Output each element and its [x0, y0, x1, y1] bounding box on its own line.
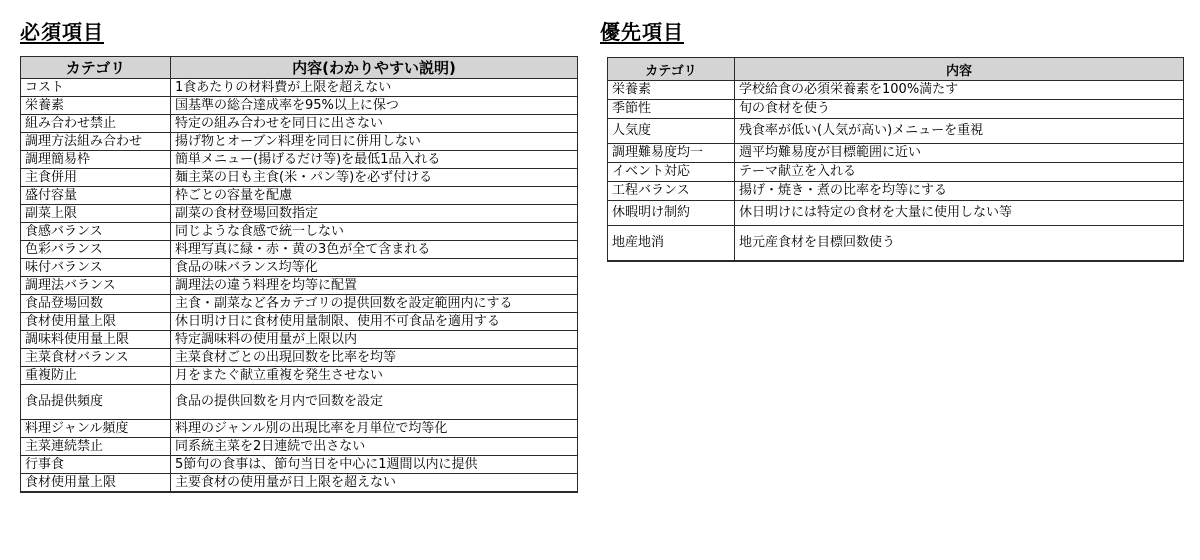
- table-row: [21, 295, 578, 313]
- category-cell: 栄養素: [608, 81, 735, 100]
- content-cell: 国基準の総合達成率を95%以上に保つ: [171, 97, 578, 115]
- category-cell: 食材使用量上限: [21, 313, 171, 331]
- table-row: [21, 331, 578, 349]
- content-cell: 5節句の食事は、節句当日を中心に1週間以内に提供: [171, 456, 578, 474]
- table-row: [21, 277, 578, 295]
- table-row: [21, 313, 578, 331]
- table-row: [21, 115, 578, 133]
- category-cell: 副菜上限: [21, 205, 171, 223]
- table-row: [608, 201, 1184, 226]
- table-row: [21, 420, 578, 438]
- table-row: [21, 349, 578, 367]
- content-cell: 特定の組み合わせを同日に出さない: [171, 115, 578, 133]
- content-cell: 地元産食材を目標回数使う: [735, 226, 1184, 262]
- table-row: [608, 163, 1184, 182]
- category-cell: 食品登場回数: [21, 295, 171, 313]
- category-cell: 主菜食材バランス: [21, 349, 171, 367]
- category-cell: 工程バランス: [608, 182, 735, 201]
- content-cell: 週平均難易度が目標範囲に近い: [735, 144, 1184, 163]
- content-cell: 休日明け日に食材使用量制限、使用不可食品を適用する: [171, 313, 578, 331]
- category-cell: 調理難易度均一: [608, 144, 735, 163]
- content-cell: 食品の提供回数を月内で回数を設定: [171, 385, 578, 420]
- category-cell: 色彩バランス: [21, 241, 171, 259]
- table-row: [21, 151, 578, 169]
- category-cell: 主食併用: [21, 169, 171, 187]
- content-cell: 1食あたりの材料費が上限を超えない: [171, 79, 578, 97]
- table-row: [21, 385, 578, 420]
- table-row: [21, 133, 578, 151]
- table-row: [21, 438, 578, 456]
- content-cell: 休日明けには特定の食材を大量に使用しない等: [735, 201, 1184, 226]
- table-row: [608, 119, 1184, 144]
- category-cell: 主菜連続禁止: [21, 438, 171, 456]
- content-cell: 同系統主菜を2日連続で出さない: [171, 438, 578, 456]
- category-cell: コスト: [21, 79, 171, 97]
- content-cell: 料理写真に緑・赤・黄の3色が全て含まれる: [171, 241, 578, 259]
- table-row: [608, 100, 1184, 119]
- content-cell: 旬の食材を使う: [735, 100, 1184, 119]
- table-row: [21, 456, 578, 474]
- table-row: [608, 144, 1184, 163]
- table-row: [21, 259, 578, 277]
- category-cell: 調味料使用量上限: [21, 331, 171, 349]
- category-cell: 季節性: [608, 100, 735, 119]
- header-content: 内容(わかりやすい説明): [171, 57, 578, 79]
- content-cell: 食品の味バランス均等化: [171, 259, 578, 277]
- content-cell: 揚げ・焼き・煮の比率を均等にする: [735, 182, 1184, 201]
- category-cell: イベント対応: [608, 163, 735, 182]
- category-cell: 調理簡易枠: [21, 151, 171, 169]
- content-cell: 枠ごとの容量を配慮: [171, 187, 578, 205]
- content-cell: 残食率が低い(人気が高い)メニューを重視: [735, 119, 1184, 144]
- table-row: [21, 79, 578, 97]
- table-row: [608, 81, 1184, 100]
- content-cell: 麺主菜の日も主食(米・パン等)を必ず付ける: [171, 169, 578, 187]
- table-row: [21, 367, 578, 385]
- table-row: [21, 223, 578, 241]
- category-cell: 地産地消: [608, 226, 735, 262]
- category-cell: 重複防止: [21, 367, 171, 385]
- category-cell: 食感バランス: [21, 223, 171, 241]
- content-cell: 副菜の食材登場回数指定: [171, 205, 578, 223]
- category-cell: 行事食: [21, 456, 171, 474]
- content-cell: 主菜食材ごとの出現回数を比率を均等: [171, 349, 578, 367]
- table-row: [21, 187, 578, 205]
- category-cell: 食材使用量上限: [21, 474, 171, 493]
- category-cell: 味付バランス: [21, 259, 171, 277]
- content-cell: テーマ献立を入れる: [735, 163, 1184, 182]
- content-cell: 主要食材の使用量が日上限を超えない: [171, 474, 578, 493]
- required-items-table: [20, 56, 578, 493]
- table-row: [21, 97, 578, 115]
- table-row: [21, 474, 578, 493]
- category-cell: 食品提供頻度: [21, 385, 171, 420]
- table-row: [21, 205, 578, 223]
- category-cell: 調理法バランス: [21, 277, 171, 295]
- content-cell: 揚げ物とオーブン料理を同日に併用しない: [171, 133, 578, 151]
- header-content: 内容: [735, 58, 1184, 81]
- content-cell: 簡単メニュー(揚げるだけ等)を最低1品入れる: [171, 151, 578, 169]
- content-cell: 月をまたぐ献立重複を発生させない: [171, 367, 578, 385]
- content-cell: 主食・副菜など各カテゴリの提供回数を設定範囲内にする: [171, 295, 578, 313]
- table-header-row: [608, 58, 1184, 81]
- priority-items-table: [607, 57, 1184, 262]
- category-cell: 休暇明け制約: [608, 201, 735, 226]
- content-cell: 学校給食の必須栄養素を100%満たす: [735, 81, 1184, 100]
- header-category: カテゴリ: [608, 58, 735, 81]
- priority-items-title: 優先項目: [600, 20, 684, 44]
- table-row: [608, 182, 1184, 201]
- required-items-title: 必須項目: [20, 20, 104, 44]
- category-cell: 盛付容量: [21, 187, 171, 205]
- table-row: [21, 169, 578, 187]
- table-header-row: [21, 57, 578, 79]
- category-cell: 調理方法組み合わせ: [21, 133, 171, 151]
- content-cell: 調理法の違う料理を均等に配置: [171, 277, 578, 295]
- category-cell: 組み合わせ禁止: [21, 115, 171, 133]
- content-cell: 同じような食感で統一しない: [171, 223, 578, 241]
- content-cell: 料理のジャンル別の出現比率を月単位で均等化: [171, 420, 578, 438]
- table-row: [608, 226, 1184, 262]
- header-category: カテゴリ: [21, 57, 171, 79]
- category-cell: 人気度: [608, 119, 735, 144]
- category-cell: 料理ジャンル頻度: [21, 420, 171, 438]
- category-cell: 栄養素: [21, 97, 171, 115]
- content-cell: 特定調味料の使用量が上限以内: [171, 331, 578, 349]
- table-row: [21, 241, 578, 259]
